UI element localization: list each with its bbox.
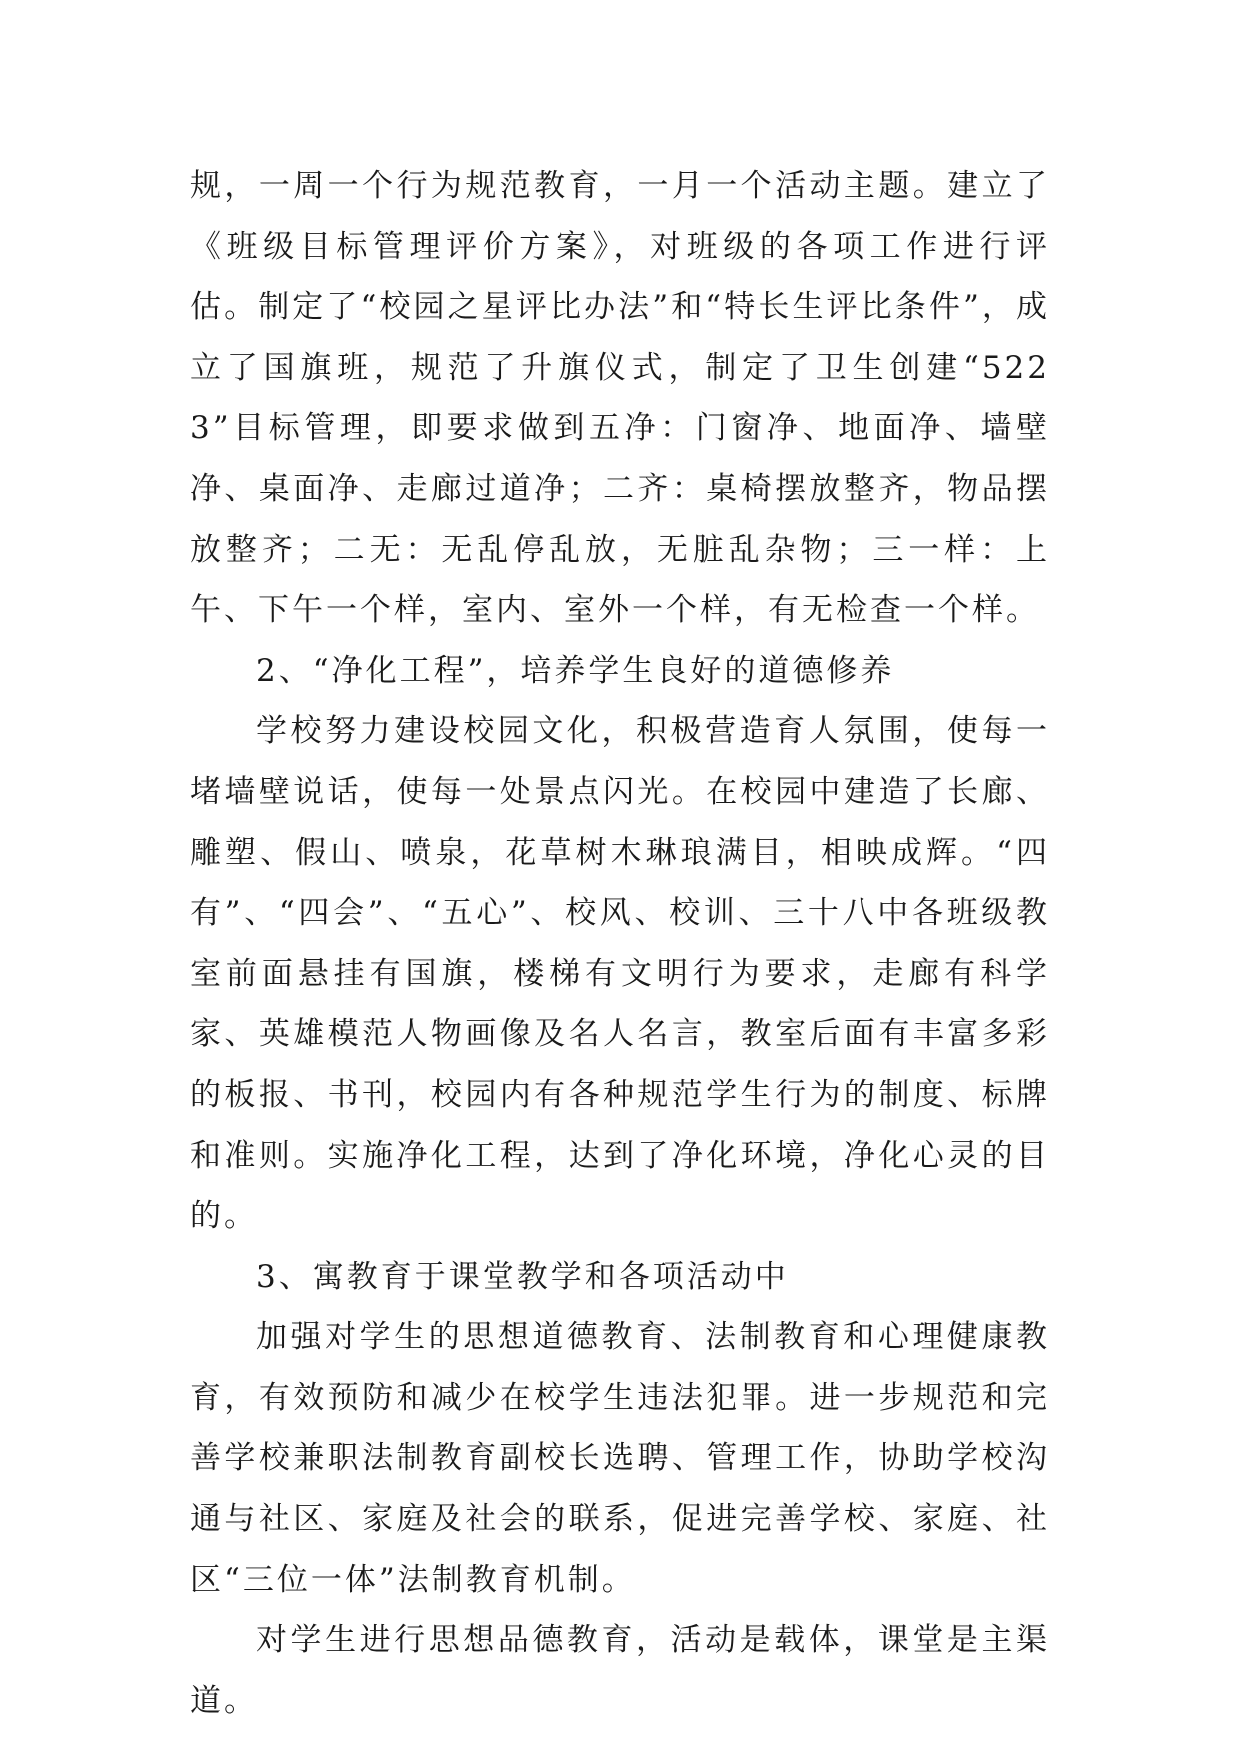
section-heading-2: 2、“净化工程”，培养学生良好的道德修养 xyxy=(256,652,895,689)
paragraph-campus-culture: 学校努力建设校园文化，积极营造育人氛围，使每一堵墙壁说话，使每一处景点闪光。在校园中建造了长廊、雕塑、假山、喷泉，花草树木琳琅满目，相映成辉。“四有”、“四会”、“五心”、校风、校训、三十八中各班级教室前面悬挂有国旗，楼梯有文明行为要求，走廊有科学家、英雄模范人物画像及名人名言，教室后面有丰富多彩的板报、书刊，校园内有各种规范学生行为的制度、标牌和准则。实施净化工程，达到了净化环境，净化心灵的目的。 xyxy=(190,713,1050,1235)
paragraph-legal-education: 加强对学生的思想道德教育、法制教育和心理健康教育，有效预防和减少在校学生违法犯罪。进一步规范和完善学校兼职法制教育副校长选聘、管理工作，协助学校沟通与社区、家庭及社会的联系，促进完善学校、家庭、社区“三位一体”法制教育机制。 xyxy=(190,1319,1050,1598)
paragraph-continued: 规，一周一个行为规范教育，一月一个活动主题。建立了《班级目标管理评价方案》，对班级的各项工作进行评估。制定了“校园之星评比办法”和“特长生评比条件”，成立了国旗班，规范了升旗仪式，制定了卫生创建“5223”目标管理，即要求做到五净：门窗净、地面净、墙壁净、桌面净、走廊过道净；二齐：桌椅摆放整齐，物品摆放整齐；二无：无乱停乱放，无脏乱杂物；三一样：上午、下午一个样，室内、室外一个样，有无检查一个样。 xyxy=(190,168,1050,629)
paragraph-moral-education: 对学生进行思想品德教育，活动是载体，课堂是主渠道。 xyxy=(190,1622,1050,1719)
section-heading-3: 3、寓教育于课堂教学和各项活动中 xyxy=(256,1258,789,1295)
body-text xyxy=(190,156,1050,1731)
